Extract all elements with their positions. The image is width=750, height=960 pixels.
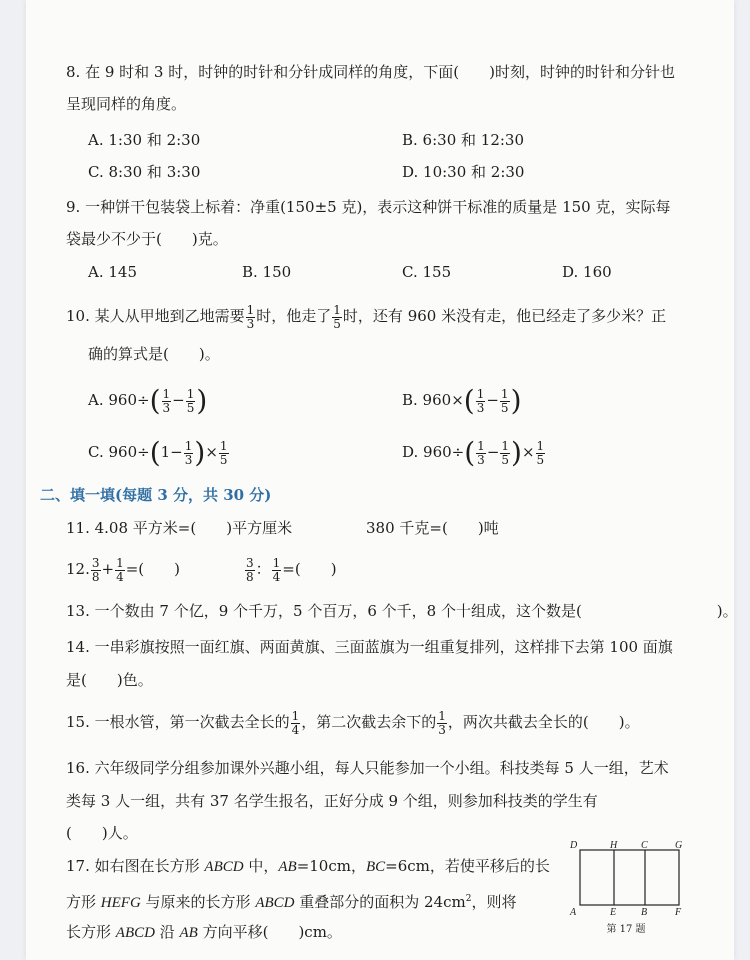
section-2-title: 二、填一填(每题 3 分，共 30 分) (40, 486, 272, 504)
label-h: H (610, 840, 618, 851)
label-f: F (675, 907, 682, 918)
q11-part-b: 380 千克=( )吨 (366, 519, 499, 537)
q8-option-a: A. 1:30 和 2:30 (88, 131, 201, 149)
q17-line2: 方形 HEFG 与原来的长方形 ABCD 重叠部分的面积为 $24cm^2$，则将 (66, 893, 517, 911)
q9-option-c: C. 155 (402, 263, 452, 281)
fraction-one-third: $\frac{1}{3}$ (246, 302, 255, 331)
q9-line1: 9. 一种饼干包装袋上标着：净重(150±5 克)，表示这种饼干标准的质量是 150 克，实际每 (66, 198, 671, 216)
worksheet-page (26, 0, 738, 960)
label-a: A (570, 907, 577, 918)
q8-line1: 8. 在 9 时和 3 时，时钟的时针和分针成同样的角度，下面( )时刻，时钟的时针和分针也 (66, 63, 675, 81)
label-e: E (610, 907, 617, 918)
label-d: D (570, 840, 578, 851)
q8-option-b: B. 6:30 和 12:30 (402, 131, 525, 149)
fraction-one-fifth: $\frac{1}{5}$ (333, 302, 341, 331)
label-b: B (641, 907, 648, 918)
q8-line2: 呈现同样的角度。 (66, 95, 187, 113)
q14-line1: 14. 一串彩旗按照一面红旗、两面黄旗、三面蓝旗为一组重复排列，这样排下去第 100 面旗 (66, 638, 673, 656)
q16-line2: 类每 3 人一组，共有 37 名学生报名，正好分成 9 个组，则参加科技类的学生有 (66, 792, 598, 810)
q8-option-d: D. 10:30 和 2:30 (402, 163, 525, 181)
q10-option-b: B. 960×( $\frac{1}{3}$ − $\frac{1}{5}$ ) (402, 384, 522, 417)
q17-line3: 长方形 ABCD 沿 AB 方向平移( )cm。 (66, 923, 342, 941)
rectangle-figure (564, 838, 694, 938)
q10-option-c: C. 960÷(1− $\frac{1}{3}$ )× $\frac{1}{5}$ (88, 436, 228, 469)
q12-part-b: $\frac{3}{8}$ ： $\frac{1}{4}$ =( ) (246, 555, 337, 584)
q10-option-d: D. 960÷( $\frac{1}{3}$ − $\frac{1}{5}$ )× $\frac{1}{5}$ (402, 436, 545, 469)
label-g: G (675, 840, 683, 851)
q9-line2: 袋最少不少于( )克。 (66, 230, 228, 248)
q10-line2: 确的算式是( )。 (88, 345, 220, 363)
q10-option-a: A. 960÷( $\frac{1}{3}$ − $\frac{1}{5}$ ) (88, 384, 208, 417)
q8-option-c: C. 8:30 和 3:30 (88, 163, 201, 181)
q14-line2: 是( )色。 (66, 671, 153, 689)
q9-option-b: B. 150 (242, 263, 292, 281)
q9-option-d: D. 160 (562, 263, 612, 281)
q13-text: 13. 一个数由 7 个亿，9 个千万，5 个百万，6 个千，8 个十组成，这个数是( )。 (66, 602, 738, 620)
q16-line3: ( )人。 (66, 824, 138, 842)
q10-line1: 10. 某人从甲地到乙地需要 $\frac{1}{3}$ 时，他走了 $\frac{1}{5}$ 时，还有 960 米没有走，他已经走了多少米？正 (66, 302, 667, 331)
figure-outer-rect (580, 850, 679, 905)
q11-part-a: 11. 4.08 平方米=( )平方厘米 (66, 519, 293, 537)
q16-line1: 16. 六年级同学分组参加课外兴趣小组，每人只能参加一个小组。科技类每 5 人一组，艺术 (66, 759, 669, 777)
label-c: C (641, 840, 648, 851)
figure-caption: 第 17 题 (606, 924, 646, 935)
q9-option-a: A. 145 (88, 263, 137, 281)
q15-text: 15. 一根水管，第一次截去全长的 $\frac{1}{4}$ ，第二次截去余下的 $\frac{1}{3}$ ，两次共截去全长的( )。 (66, 708, 640, 737)
q12-part-a: 12. $\frac{3}{8}$ + $\frac{1}{4}$ =( ) (66, 555, 180, 584)
q17-line1: 17. 如右图在长方形 ABCD 中，AB=10cm，BC=6cm，若使平移后的长 (66, 857, 550, 875)
